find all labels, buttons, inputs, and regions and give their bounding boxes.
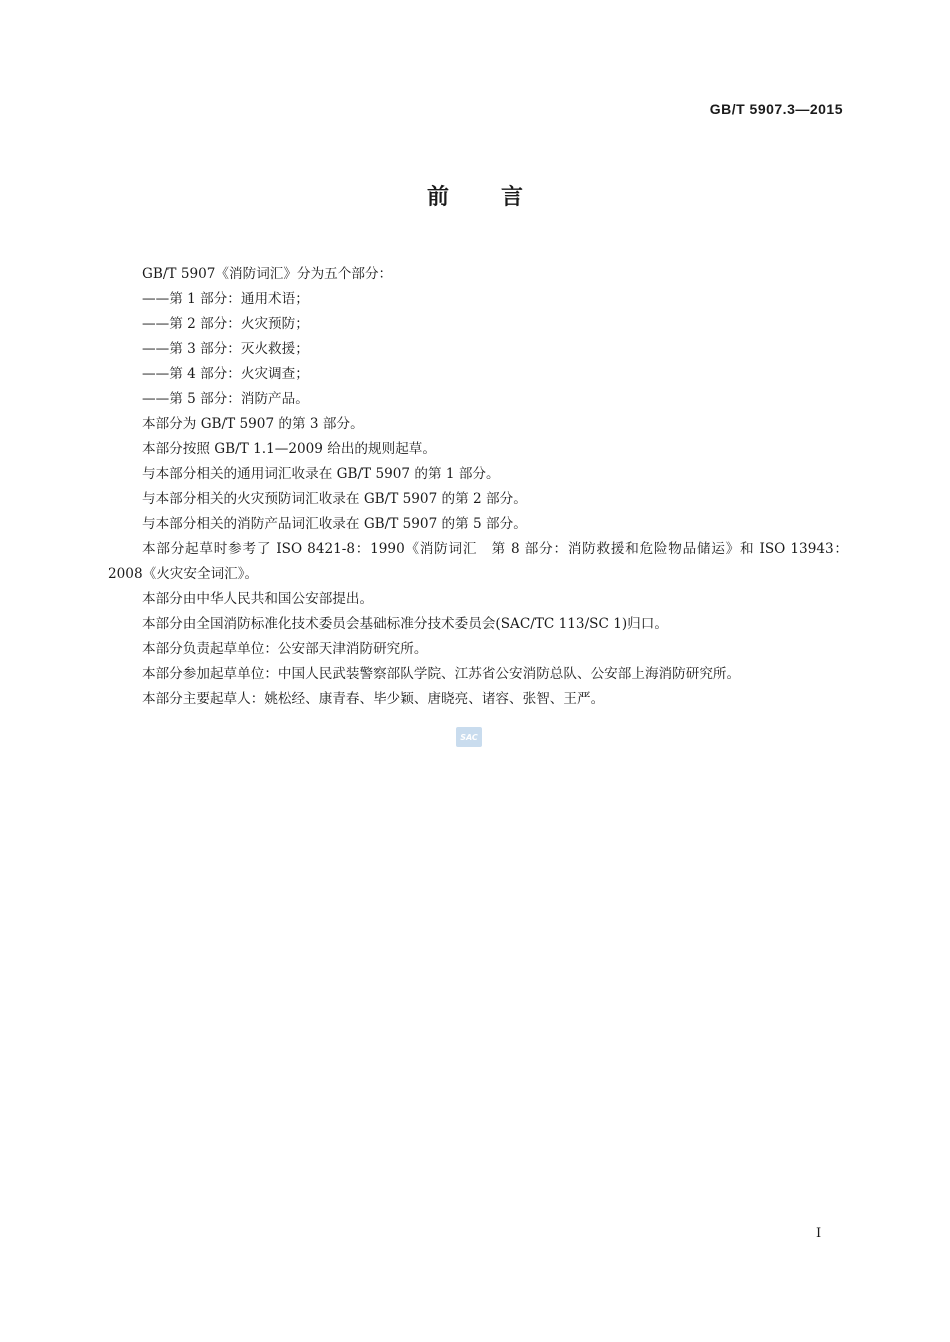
paragraph-drafting-rules: 本部分按照 GB/T 1.1—2009 给出的规则起草。: [142, 441, 436, 457]
list-item-part-2: ——第 2 部分：火灾预防；: [142, 316, 309, 332]
title-char-1: 前: [426, 185, 449, 210]
paragraph-responsible-unit: 本部分负责起草单位：公安部天津消防研究所。: [142, 641, 428, 657]
list-item-part-4: ——第 4 部分：火灾调查；: [142, 366, 309, 382]
paragraph-this-part: 本部分为 GB/T 5907 的第 3 部分。: [142, 416, 364, 432]
paragraph-proposed-by: 本部分由中华人民共和国公安部提出。: [142, 591, 374, 607]
paragraph-under-jurisdiction: 本部分由全国消防标准化技术委员会基础标准分技术委员会(SAC/TC 113/SC 1)归口。: [142, 616, 668, 632]
list-item-part-3: ——第 3 部分：灭火救援；: [142, 341, 309, 357]
standard-code: GB/T 5907.3—2015: [709, 101, 843, 117]
page-number: I: [816, 1226, 822, 1241]
paragraph-parts-intro: GB/T 5907《消防词汇》分为五个部分：: [142, 266, 393, 282]
list-item-part-5: ——第 5 部分：消防产品。: [142, 391, 309, 407]
paragraph-participating-units: 本部分参加起草单位：中国人民武装警察部队学院、江苏省公安消防总队、公安部上海消防研究所。: [142, 666, 741, 682]
paragraph-related-part-5: 与本部分相关的消防产品词汇收录在 GB/T 5907 的第 5 部分。: [142, 516, 527, 532]
foreword-body: [108, 262, 848, 712]
list-item-part-1: ——第 1 部分：通用术语；: [142, 291, 309, 307]
sac-watermark-logo: SAC: [456, 727, 482, 747]
paragraph-related-part-2: 与本部分相关的火灾预防词汇收录在 GB/T 5907 的第 2 部分。: [142, 491, 527, 507]
title-char-2: 言: [501, 185, 524, 210]
paragraph-references: 本部分起草时参考了 ISO 8421-8：1990《消防词汇 第 8 部分：消防救援和危险物品储运》和 ISO 13943：2008《火灾安全词汇》。: [108, 541, 848, 582]
paragraph-related-part-1: 与本部分相关的通用词汇收录在 GB/T 5907 的第 1 部分。: [142, 466, 500, 482]
paragraph-drafters: 本部分主要起草人：姚松经、康青春、毕少颖、唐晓亮、诸容、张智、王严。: [142, 691, 605, 707]
page-title: [0, 180, 950, 211]
